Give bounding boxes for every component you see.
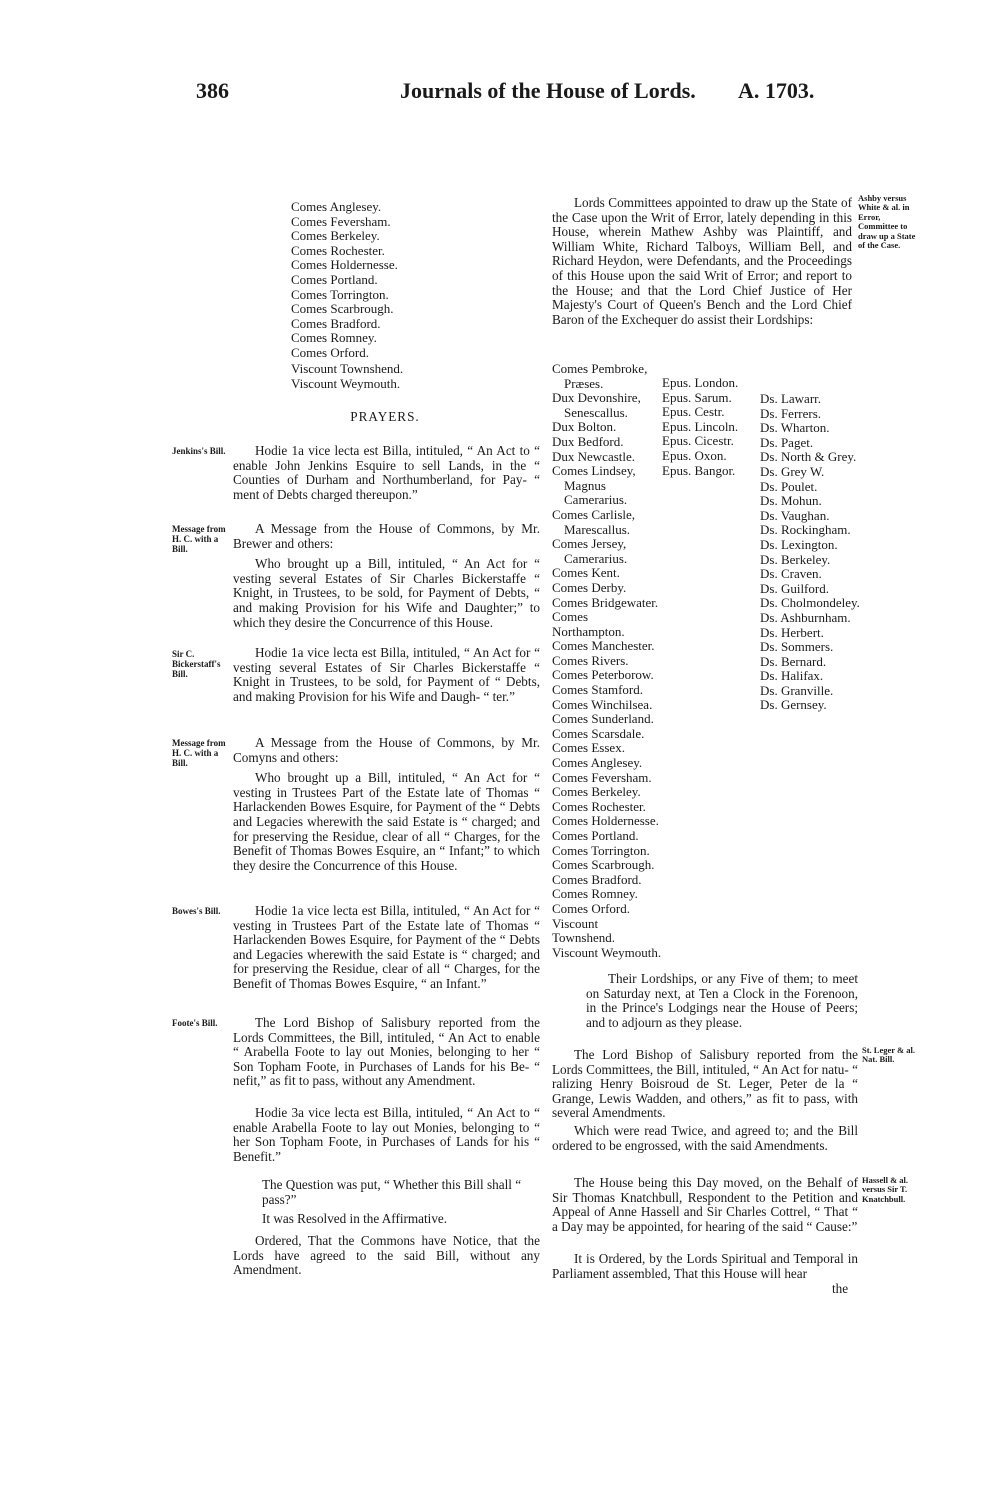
committee-ds-8: Ds. Vaughan. (760, 507, 830, 523)
committee-ds-3: Ds. Paget. (760, 434, 814, 450)
left-top-peer-1: Comes Feversham. (291, 213, 391, 229)
committee-comes-3: Senescallus. (564, 404, 628, 420)
committee-comes-33: Comes Bradford. (552, 871, 642, 887)
left-top-peer-0: Comes Anglesey. (291, 199, 382, 214)
committee-ds-7: Ds. Mohun. (760, 493, 822, 509)
committee-epus-6: Epus. Bangor. (662, 462, 736, 478)
committee-ds-5: Ds. Grey W. (760, 463, 825, 479)
stleger-amendments-text: Which were read Twice, and agreed to; and the Bill ordered to be engrossed, with the said Amendments. (552, 1123, 858, 1153)
committee-comes-0: Comes Pembroke, (552, 361, 648, 376)
committee-epus-4: Epus. Cicestr. (662, 433, 734, 449)
catchword: the (832, 1281, 849, 1296)
left-top-peer-8: Comes Bradford. (291, 315, 381, 331)
jenkins-bill-text: Hodie 1a vice lecta est Billa, intituled, “ An Act to “ enable John Jenkins Esquire to sell Lands, in the “ Counties of Durham and Northumberland, for Pay- “ ment of Debts charged thereupon.” (233, 443, 540, 502)
left-top-peer-10: Comes Orford. (291, 344, 369, 360)
committee-comes-13: Comes Kent. (552, 565, 620, 581)
left-top-viscount-0: Viscount Townshend. (291, 361, 404, 376)
ordered-commons-notice: Ordered, That the Commons have Notice, that the Lords have agreed to the said Bill, without any Amendment. (233, 1233, 540, 1278)
committee-epus-list (662, 376, 757, 478)
message2-block (233, 736, 540, 873)
committee-comes-22: Comes Sunderland. (552, 711, 654, 727)
committee-ds-0: Ds. Lawarr. (760, 391, 822, 406)
committee-epus-2: Epus. Cestr. (662, 404, 725, 420)
committee-comes-34: Comes Romney. (552, 886, 638, 902)
page-title: Journals of the House of Lords. (400, 78, 696, 103)
committee-comes-list (552, 362, 662, 960)
committee-comes-35: Comes Orford. (552, 900, 630, 916)
committee-ds-16: Ds. Herbert. (760, 624, 824, 640)
question-text: The Question was put, “ Whether this Bill shall “ pass?” (262, 1177, 522, 1207)
page-year: A. 1703. (738, 78, 815, 103)
bowes-bill-text: Hodie 1a vice lecta est Billa, intituled, “ An Act for “ vesting in Trustees Part of the Estate late of Thomas “ Harlackenden Bowes Esquire, for Payment of the “ Debts and Legacies wherewith the said Estate is “ charged; and for preserving the Residue, clear of all “ Charges, for the Benefit of Thomas Bowes Esquire, “ an Infant.” (233, 903, 540, 991)
page-number: 386 (196, 78, 229, 103)
margin-note-jenkins: Jenkins's Bill. (172, 446, 226, 456)
committee-ds-14: Ds. Cholmondeley. (760, 595, 860, 611)
left-top-peer-4: Comes Holdernesse. (291, 257, 398, 273)
committee-comes-30: Comes Portland. (552, 828, 639, 843)
message1-block (233, 522, 540, 630)
committee-ds-1: Ds. Ferrers. (760, 405, 822, 421)
committee-comes-37: Viscount Weymouth. (552, 944, 662, 960)
committee-epus-1: Epus. Sarum. (662, 389, 732, 405)
committee-ds-18: Ds. Bernard. (760, 653, 827, 669)
foote-report-text: The Lord Bishop of Salisbury reported from the Lords Committees, the Bill, intituled, “ An Act to enable “ Arabella Foote to lay out Monies, belonging to her “ Son Topham Foote, in Purchases of Lands for his Be- “ nefit,” as fit to pass, without any Amendment. (233, 1015, 540, 1089)
margin-note-stleger: St. Leger & al. Nat. Bill. (862, 1045, 915, 1065)
committee-ds-4: Ds. North & Grey. (760, 449, 857, 465)
committee-comes-16: Comes Northampton. (552, 609, 625, 639)
committee-ds-21: Ds. Gernsey. (760, 697, 827, 713)
committee-ds-17: Ds. Sommers. (760, 639, 834, 655)
committee-ds-10: Ds. Lexington. (760, 536, 838, 552)
committee-comes-11: Comes Jersey, (552, 536, 627, 552)
left-top-peer-9: Comes Romney. (291, 330, 377, 346)
resolved-text: It was Resolved in the Affirmative. (262, 1211, 448, 1226)
left-top-peer-6: Comes Torrington. (291, 286, 389, 302)
committee-ds-19: Ds. Halifax. (760, 668, 824, 684)
margin-note-foote: Foote's Bill. (172, 1018, 218, 1028)
committee-comes-36: Viscount Townshend. (552, 915, 616, 946)
committee-comes-10: Marescallus. (564, 521, 631, 537)
committee-ds-20: Ds. Granville. (760, 682, 834, 698)
committee-comes-15: Comes Bridgewater. (552, 594, 659, 610)
committee-comes-6: Dux Newcastle. (552, 448, 636, 464)
left-top-peer-3: Comes Rochester. (291, 242, 385, 258)
committee-comes-9: Comes Carlisle, (552, 506, 636, 522)
committee-comes-18: Comes Rivers. (552, 652, 629, 668)
committee-comes-29: Comes Holdernesse. (552, 813, 659, 829)
committee-ds-2: Ds. Wharton. (760, 420, 830, 436)
margin-note-hassell: Hassell & al. versus Sir T. Knatchbull. (862, 1175, 909, 1204)
left-top-viscount-list (291, 362, 491, 391)
committee-comes-2: Dux Devonshire, (552, 390, 641, 406)
message2-text2: Who brought up a Bill, intituled, “ An Act for “ vesting in Trustees Part of the Estate late of Thomas “ Harlackenden Bowes Esquire, for Payment of the “ Debts and Legacies wherewith the said Estate is “ charged; and for preserving the Residue, clear of all “ Charges, for the Benefit of Thomas Bowes Esquire, an “ Infant;” to which they desire the Concurrence of this House. (233, 770, 540, 873)
committee-epus-0: Epus. London. (662, 375, 739, 390)
prayers-heading: PRAYERS. (350, 409, 420, 424)
committee-comes-27: Comes Berkeley. (552, 784, 641, 800)
committee-comes-26: Comes Feversham. (552, 769, 652, 785)
left-top-viscount-1: Viscount Weymouth. (291, 375, 401, 391)
committee-ds-list (760, 392, 870, 713)
committee-comes-14: Comes Derby. (552, 579, 627, 595)
margin-note-ashby: Ashby versus White & al. in Error, Committee to draw up a State of the Case. (858, 193, 916, 251)
left-top-peer-2: Comes Berkeley. (291, 228, 380, 244)
margin-note-bowes: Bowes's Bill. (172, 906, 221, 916)
ashby-committee-text: Lords Committees appointed to draw up the State of the Case upon the Writ of Error, lately depending in this House, wherein Mathew Ashby was Plaintiff, and William White, Richard Talboys, William Bell, and Richard Heydon, were Defendants, and the Proceedings of this House upon the said Writ of Error; and report to the House; and that the Lord Chief Justice of Her Majesty's Court of Queen's Bench and the Lord Chief Baron of the Exchequer do assist their Lordships: (552, 195, 852, 327)
committee-comes-24: Comes Essex. (552, 740, 625, 756)
message1-text: A Message from the House of Commons, by Mr. Brewer and others: (233, 521, 540, 551)
bickerstaffe-bill-text: Hodie 1a vice lecta est Billa, intituled, “ An Act for “ vesting several Estates of Sir Charles Bickerstaffe “ Knight in Trustees, to be sold, for Payment of “ Debts, and making Provision for his Wife and Daugh- “ ter.” (233, 645, 540, 704)
committee-comes-25: Comes Anglesey. (552, 755, 643, 771)
committee-epus-5: Epus. Oxon. (662, 447, 727, 463)
committee-epus-3: Epus. Lincoln. (662, 418, 739, 434)
meeting-text: Their Lordships, or any Five of them; to meet on Saturday next, at Ten a Clock in the Forenoon, in the Prince's Lodgings near the House of Peers; and to adjourn as they please. (586, 971, 858, 1030)
committee-comes-1: Præses. (564, 375, 604, 391)
stleger-report-text: The Lord Bishop of Salisbury reported from the Lords Committees, the Bill, intituled, “ An Act for natu- “ ralizing Henry Boisroud de St. Leger, Peter de la “ Grange, Lewis Wadden, and others,” as fit to pass, with several Amendments. (552, 1047, 858, 1121)
left-top-peer-5: Comes Portland. (291, 271, 378, 287)
committee-comes-28: Comes Rochester. (552, 798, 646, 814)
committee-comes-21: Comes Winchilsea. (552, 696, 653, 712)
margin-note-message2: Message from H. C. with a Bill. (172, 738, 226, 768)
committee-comes-17: Comes Manchester. (552, 638, 655, 654)
committee-comes-12: Camerarius. (564, 550, 628, 566)
committee-comes-19: Comes Peterborow. (552, 667, 654, 683)
committee-comes-20: Comes Stamford. (552, 682, 643, 698)
committee-ds-6: Ds. Poulet. (760, 478, 818, 494)
committee-comes-32: Comes Scarbrough. (552, 857, 655, 873)
committee-comes-7: Comes Lindsey, (552, 463, 636, 479)
left-top-peer-7: Comes Scarbrough. (291, 301, 394, 317)
committee-ds-9: Ds. Rockingham. (760, 522, 851, 538)
ordered-hearing-text: It is Ordered, by the Lords Spiritual and Temporal in Parliament assembled, That this House will hear (552, 1251, 858, 1281)
committee-comes-31: Comes Torrington. (552, 842, 650, 858)
left-top-peer-list (291, 200, 491, 361)
foote-third-reading-text: Hodie 3a vice lecta est Billa, intituled, “ An Act to “ enable Arabella Foote to lay out Monies, belonging to “ her Son Topham Foote, in Purchases of Lands for his “ Benefit.” (233, 1105, 540, 1164)
committee-comes-4: Dux Bolton. (552, 419, 617, 435)
committee-comes-8: Magnus Camerarius. (564, 477, 628, 508)
hassell-motion-text: The House being this Day moved, on the Behalf of Sir Thomas Knatchbull, Respondent to the Petition and Appeal of Anne Hassell and Sir Charles Cottrel, “ That “ a Day may be appointed, for hearing of the said “ Cause:” (552, 1175, 858, 1234)
committee-comes-23: Comes Scarsdale. (552, 725, 645, 741)
committee-ds-11: Ds. Berkeley. (760, 551, 831, 567)
committee-ds-12: Ds. Craven. (760, 566, 822, 582)
message2-text: A Message from the House of Commons, by Mr. Comyns and others: (233, 735, 540, 765)
message1-text2: Who brought up a Bill, intituled, “ An Act for “ vesting several Estates of Sir Charles Bickerstaffe “ Knight, in Trustees, to be sold, for Payment of Debts, “ and making Provision for his Wife and Daughter;” to which they desire the Concurrence of this House. (233, 556, 540, 630)
committee-ds-13: Ds. Guilford. (760, 580, 829, 596)
committee-ds-15: Ds. Ashburnham. (760, 609, 851, 625)
committee-comes-5: Dux Bedford. (552, 433, 624, 449)
margin-note-bickerstaffe: Sir C. Bickerstaff's Bill. (172, 649, 221, 679)
margin-note-message1: Message from H. C. with a Bill. (172, 524, 226, 554)
